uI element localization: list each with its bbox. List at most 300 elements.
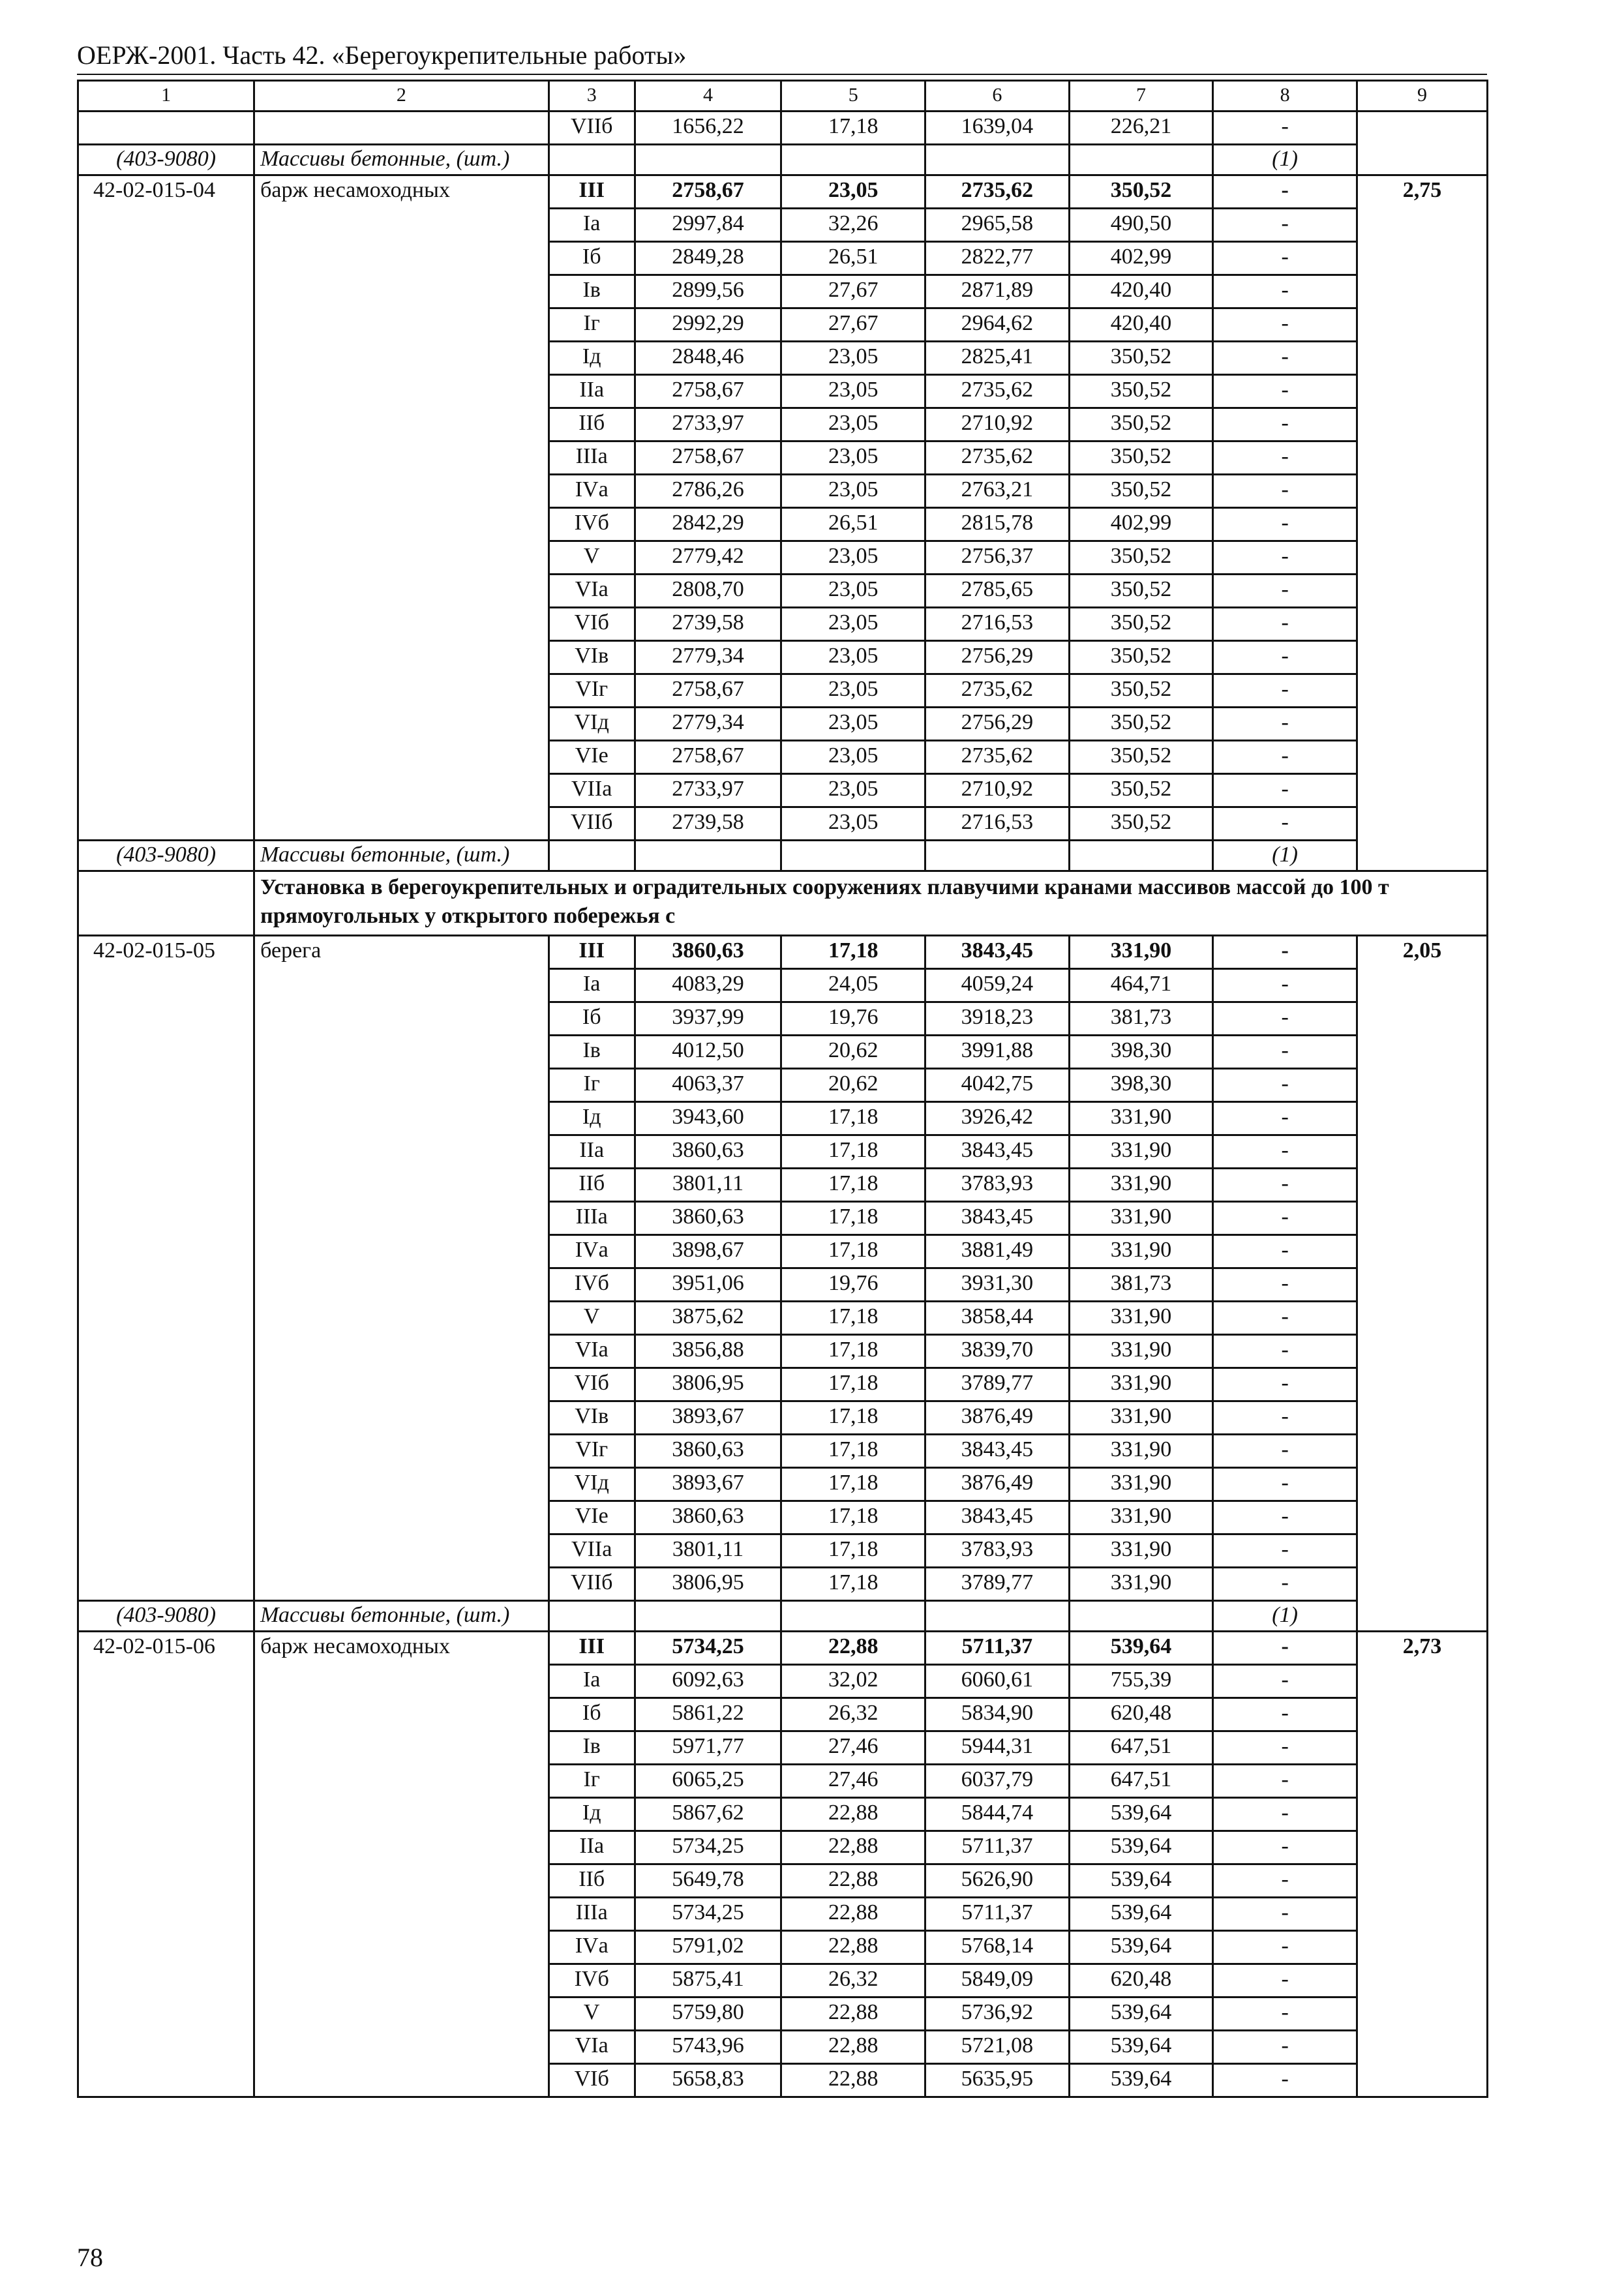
direct-costs: 2808,70 [635, 575, 781, 608]
labor-wages: 32,26 [781, 209, 925, 242]
table-row [78, 112, 1488, 145]
direct-costs: 3875,62 [635, 1302, 781, 1335]
materials: - [1213, 1831, 1357, 1864]
machine-costs: 3843,45 [925, 936, 1070, 969]
page-number: 78 [77, 2243, 103, 2272]
direct-costs: 5743,96 [635, 2031, 781, 2064]
machine-costs: 5721,08 [925, 2031, 1070, 2064]
materials: - [1213, 308, 1357, 342]
region-code: IVб [549, 508, 635, 541]
direct-costs: 5861,22 [635, 1698, 781, 1731]
labor-wages: 17,18 [781, 1435, 925, 1468]
labor-wages: 23,05 [781, 175, 925, 209]
direct-costs: 3801,11 [635, 1169, 781, 1202]
machinist-wages: 331,90 [1069, 1401, 1213, 1435]
machine-costs: 2965,58 [925, 209, 1070, 242]
direct-costs: 2997,84 [635, 209, 781, 242]
materials: - [1213, 1534, 1357, 1568]
machinist-wages: 381,73 [1069, 1002, 1213, 1036]
labor-wages: 23,05 [781, 708, 925, 741]
direct-costs: 3801,11 [635, 1534, 781, 1568]
machinist-wages: 539,64 [1069, 1632, 1213, 1665]
page-header: ОЕРЖ-2001. Часть 42. «Берегоукрепительные работы» [77, 40, 687, 70]
resource-quantity: (1) [1213, 841, 1357, 871]
machinist-wages: 331,90 [1069, 1368, 1213, 1401]
region-code: Iг [549, 308, 635, 342]
machine-costs: 3783,93 [925, 1534, 1070, 1568]
direct-costs: 3806,95 [635, 1368, 781, 1401]
region-code: IVб [549, 1964, 635, 1997]
region-code: IIIа [549, 1898, 635, 1931]
machine-costs: 2735,62 [925, 674, 1070, 708]
labor-wages: 26,51 [781, 242, 925, 275]
direct-costs: 2758,67 [635, 375, 781, 408]
labor-wages: 23,05 [781, 774, 925, 807]
labor-hours: 2,75 [1357, 175, 1487, 871]
machine-costs: 3858,44 [925, 1302, 1070, 1335]
labor-wages: 17,18 [781, 1102, 925, 1135]
labor-wages: 22,88 [781, 1632, 925, 1665]
direct-costs: 5759,80 [635, 1997, 781, 2031]
region-code: V [549, 1997, 635, 2031]
blank-code-cell [78, 112, 254, 145]
machine-costs: 2716,53 [925, 608, 1070, 641]
materials: - [1213, 1731, 1357, 1765]
resource-blank [635, 1601, 781, 1632]
region-code: IVа [549, 475, 635, 508]
resource-blank [925, 145, 1070, 175]
machinist-wages: 620,48 [1069, 1964, 1213, 1997]
region-code: VIIб [549, 112, 635, 145]
resource-footer-row [78, 145, 1488, 175]
labor-wages: 22,88 [781, 1898, 925, 1931]
direct-costs: 3856,88 [635, 1335, 781, 1368]
column-number-3: 3 [549, 81, 635, 112]
machinist-wages: 350,52 [1069, 807, 1213, 841]
labor-wages: 26,51 [781, 508, 925, 541]
labor-wages: 20,62 [781, 1036, 925, 1069]
column-numbers-row [78, 81, 1488, 112]
machine-costs: 3843,45 [925, 1135, 1070, 1169]
direct-costs: 3893,67 [635, 1468, 781, 1501]
machine-costs: 5944,31 [925, 1731, 1070, 1765]
machine-costs: 3783,93 [925, 1169, 1070, 1202]
machinist-wages: 539,64 [1069, 1931, 1213, 1964]
machinist-wages: 331,90 [1069, 1135, 1213, 1169]
region-code: VIIа [549, 774, 635, 807]
direct-costs: 4063,37 [635, 1069, 781, 1102]
region-code: IIб [549, 1169, 635, 1202]
materials: - [1213, 1798, 1357, 1831]
machinist-wages: 420,40 [1069, 308, 1213, 342]
section-heading-row [78, 871, 1488, 936]
machinist-wages: 539,64 [1069, 1997, 1213, 2031]
machine-costs: 4059,24 [925, 969, 1070, 1002]
materials: - [1213, 1898, 1357, 1931]
materials: - [1213, 1997, 1357, 2031]
rates-table [77, 80, 1488, 2098]
direct-costs: 2992,29 [635, 308, 781, 342]
machine-costs: 3931,30 [925, 1268, 1070, 1302]
region-code: IVа [549, 1235, 635, 1268]
labor-wages: 17,18 [781, 1302, 925, 1335]
direct-costs: 3860,63 [635, 1501, 781, 1534]
direct-costs: 2849,28 [635, 242, 781, 275]
direct-costs: 3860,63 [635, 1202, 781, 1235]
machine-costs: 5635,95 [925, 2064, 1070, 2097]
materials: - [1213, 1036, 1357, 1069]
labor-wages: 17,18 [781, 1335, 925, 1368]
direct-costs: 5734,25 [635, 1632, 781, 1665]
machine-costs: 5711,37 [925, 1632, 1070, 1665]
materials: - [1213, 475, 1357, 508]
materials: - [1213, 774, 1357, 807]
resource-blank [781, 841, 925, 871]
machine-costs: 3876,49 [925, 1401, 1070, 1435]
labor-wages: 23,05 [781, 375, 925, 408]
labor-wages: 23,05 [781, 608, 925, 641]
materials: - [1213, 1235, 1357, 1268]
machine-costs: 2871,89 [925, 275, 1070, 308]
column-number-7: 7 [1069, 81, 1213, 112]
resource-name: Массивы бетонные, (шт.) [254, 145, 549, 175]
resource-footer-row [78, 1601, 1488, 1632]
labor-wages: 17,18 [781, 1534, 925, 1568]
machine-costs: 2815,78 [925, 508, 1070, 541]
machine-costs: 2756,29 [925, 641, 1070, 674]
materials: - [1213, 1568, 1357, 1601]
labor-wages: 19,76 [781, 1268, 925, 1302]
labor-wages: 17,18 [781, 1202, 925, 1235]
materials: - [1213, 175, 1357, 209]
region-code: Iа [549, 209, 635, 242]
norm-name: барж несамоходных [254, 1632, 549, 2097]
machinist-wages: 350,52 [1069, 441, 1213, 475]
region-code: VIIа [549, 1534, 635, 1568]
machinist-wages: 331,90 [1069, 1169, 1213, 1202]
materials: - [1213, 209, 1357, 242]
machinist-wages: 331,90 [1069, 1235, 1213, 1268]
column-number-1: 1 [78, 81, 254, 112]
region-code: VIг [549, 1435, 635, 1468]
norm-code: 42-02-015-04 [78, 175, 254, 841]
materials: - [1213, 408, 1357, 441]
machine-costs: 2825,41 [925, 342, 1070, 375]
direct-costs: 2899,56 [635, 275, 781, 308]
machine-costs: 3991,88 [925, 1036, 1070, 1069]
machine-costs: 3789,77 [925, 1368, 1070, 1401]
resource-code: (403-9080) [78, 1601, 254, 1632]
region-code: Iа [549, 969, 635, 1002]
materials: - [1213, 936, 1357, 969]
region-code: VIд [549, 708, 635, 741]
materials: - [1213, 969, 1357, 1002]
direct-costs: 3943,60 [635, 1102, 781, 1135]
machinist-wages: 539,64 [1069, 1798, 1213, 1831]
machine-costs: 2785,65 [925, 575, 1070, 608]
materials: - [1213, 608, 1357, 641]
direct-costs: 2739,58 [635, 608, 781, 641]
materials: - [1213, 508, 1357, 541]
materials: - [1213, 1302, 1357, 1335]
machine-costs: 5626,90 [925, 1864, 1070, 1898]
machine-costs: 5844,74 [925, 1798, 1070, 1831]
labor-wages: 23,05 [781, 475, 925, 508]
machinist-wages: 350,52 [1069, 641, 1213, 674]
machinist-wages: 350,52 [1069, 741, 1213, 774]
machinist-wages: 398,30 [1069, 1036, 1213, 1069]
machine-costs: 2735,62 [925, 441, 1070, 475]
resource-blank [549, 145, 635, 175]
region-code: Iв [549, 1036, 635, 1069]
labor-wages: 27,46 [781, 1731, 925, 1765]
machinist-wages: 647,51 [1069, 1765, 1213, 1798]
labor-wages: 23,05 [781, 807, 925, 841]
labor-wages: 24,05 [781, 969, 925, 1002]
resource-blank [1069, 145, 1213, 175]
machine-costs: 5711,37 [925, 1898, 1070, 1931]
region-code: VIв [549, 1401, 635, 1435]
labor-wages: 22,88 [781, 1931, 925, 1964]
materials: - [1213, 375, 1357, 408]
resource-quantity: (1) [1213, 145, 1357, 175]
materials: - [1213, 1435, 1357, 1468]
blank-name-cell [254, 112, 549, 145]
direct-costs: 2779,34 [635, 708, 781, 741]
machine-costs: 3843,45 [925, 1202, 1070, 1235]
machine-costs: 3789,77 [925, 1568, 1070, 1601]
resource-footer-row [78, 841, 1488, 871]
column-number-5: 5 [781, 81, 925, 112]
machinist-wages: 755,39 [1069, 1665, 1213, 1698]
materials: - [1213, 1501, 1357, 1534]
rates-table-body [78, 81, 1488, 2097]
materials: - [1213, 674, 1357, 708]
direct-costs: 2779,42 [635, 541, 781, 575]
labor-wages: 17,18 [781, 1135, 925, 1169]
machinist-wages: 350,52 [1069, 674, 1213, 708]
region-code: VIа [549, 575, 635, 608]
labor-wages: 23,05 [781, 741, 925, 774]
region-code: VIд [549, 1468, 635, 1501]
labor-wages: 22,88 [781, 1798, 925, 1831]
resource-blank [549, 841, 635, 871]
norm-code: 42-02-015-06 [78, 1632, 254, 2097]
materials: - [1213, 2031, 1357, 2064]
materials: - [1213, 1698, 1357, 1731]
resource-blank [635, 841, 781, 871]
machinist-wages: 402,99 [1069, 508, 1213, 541]
norm-name: барж несамоходных [254, 175, 549, 841]
machine-costs: 1639,04 [925, 112, 1070, 145]
region-code: IIб [549, 408, 635, 441]
region-code: IVб [549, 1268, 635, 1302]
materials: - [1213, 1964, 1357, 1997]
machine-costs: 5768,14 [925, 1931, 1070, 1964]
region-code: VIа [549, 1335, 635, 1368]
machine-costs: 2763,21 [925, 475, 1070, 508]
region-code: VIIб [549, 807, 635, 841]
region-code: Iа [549, 1665, 635, 1698]
region-code: VIе [549, 741, 635, 774]
machinist-wages: 350,52 [1069, 608, 1213, 641]
materials: - [1213, 1368, 1357, 1401]
labor-wages: 17,18 [781, 1401, 925, 1435]
direct-costs: 5867,62 [635, 1798, 781, 1831]
region-code: VIе [549, 1501, 635, 1534]
labor-wages: 23,05 [781, 575, 925, 608]
materials: - [1213, 1102, 1357, 1135]
direct-costs: 3806,95 [635, 1568, 781, 1601]
labor-wages: 22,88 [781, 2031, 925, 2064]
materials: - [1213, 1931, 1357, 1964]
direct-costs: 2786,26 [635, 475, 781, 508]
direct-costs: 4012,50 [635, 1036, 781, 1069]
labor-wages: 22,88 [781, 1997, 925, 2031]
machinist-wages: 620,48 [1069, 1698, 1213, 1731]
region-code: III [549, 1632, 635, 1665]
resource-blank [549, 1601, 635, 1632]
region-code: V [549, 541, 635, 575]
region-code: III [549, 175, 635, 209]
machine-costs: 2716,53 [925, 807, 1070, 841]
direct-costs: 5658,83 [635, 2064, 781, 2097]
materials: - [1213, 1665, 1357, 1698]
labor-hours: 2,05 [1357, 936, 1487, 1632]
region-code: Iб [549, 242, 635, 275]
table-row [78, 936, 1488, 969]
labor-wages: 17,18 [781, 936, 925, 969]
machinist-wages: 350,52 [1069, 575, 1213, 608]
resource-blank [781, 1601, 925, 1632]
machinist-wages: 647,51 [1069, 1731, 1213, 1765]
labor-wages: 19,76 [781, 1002, 925, 1036]
resource-name: Массивы бетонные, (шт.) [254, 841, 549, 871]
materials: - [1213, 1765, 1357, 1798]
machinist-wages: 350,52 [1069, 175, 1213, 209]
direct-costs: 6092,63 [635, 1665, 781, 1698]
region-code: Iв [549, 1731, 635, 1765]
materials: - [1213, 2064, 1357, 2097]
machinist-wages: 539,64 [1069, 2064, 1213, 2097]
machinist-wages: 350,52 [1069, 342, 1213, 375]
machine-costs: 6037,79 [925, 1765, 1070, 1798]
machinist-wages: 350,52 [1069, 774, 1213, 807]
labor-wages: 22,88 [781, 1831, 925, 1864]
labor-wages: 26,32 [781, 1964, 925, 1997]
machinist-wages: 539,64 [1069, 1864, 1213, 1898]
machine-costs: 3843,45 [925, 1501, 1070, 1534]
direct-costs: 2758,67 [635, 741, 781, 774]
labor-wages: 17,18 [781, 1235, 925, 1268]
region-code: VIб [549, 608, 635, 641]
machinist-wages: 402,99 [1069, 242, 1213, 275]
resource-blank [635, 145, 781, 175]
labor-wages: 23,05 [781, 641, 925, 674]
labor-wages: 17,18 [781, 1501, 925, 1534]
machinist-wages: 539,64 [1069, 1898, 1213, 1931]
machine-costs: 2964,62 [925, 308, 1070, 342]
labor-hours [1357, 112, 1487, 175]
materials: - [1213, 441, 1357, 475]
region-code: IIIа [549, 1202, 635, 1235]
direct-costs: 5791,02 [635, 1931, 781, 1964]
labor-wages: 23,05 [781, 408, 925, 441]
table-row [78, 175, 1488, 209]
machinist-wages: 331,90 [1069, 1302, 1213, 1335]
machinist-wages: 539,64 [1069, 1831, 1213, 1864]
column-number-8: 8 [1213, 81, 1357, 112]
direct-costs: 2842,29 [635, 508, 781, 541]
region-code: IIа [549, 1135, 635, 1169]
machine-costs: 6060,61 [925, 1665, 1070, 1698]
machinist-wages: 331,90 [1069, 1534, 1213, 1568]
machinist-wages: 350,52 [1069, 708, 1213, 741]
region-code: VIв [549, 641, 635, 674]
region-code: Iб [549, 1698, 635, 1731]
direct-costs: 3951,06 [635, 1268, 781, 1302]
machine-costs: 5711,37 [925, 1831, 1070, 1864]
column-number-9: 9 [1357, 81, 1487, 112]
labor-wages: 17,18 [781, 112, 925, 145]
labor-wages: 17,18 [781, 1468, 925, 1501]
region-code: Iв [549, 275, 635, 308]
direct-costs: 2758,67 [635, 441, 781, 475]
resource-blank [925, 841, 1070, 871]
machine-costs: 5834,90 [925, 1698, 1070, 1731]
labor-wages: 22,88 [781, 1864, 925, 1898]
materials: - [1213, 1401, 1357, 1435]
machine-costs: 5849,09 [925, 1964, 1070, 1997]
region-code: Iд [549, 1102, 635, 1135]
column-number-4: 4 [635, 81, 781, 112]
machinist-wages: 539,64 [1069, 2031, 1213, 2064]
resource-quantity: (1) [1213, 1601, 1357, 1632]
materials: - [1213, 1468, 1357, 1501]
direct-costs: 3898,67 [635, 1235, 781, 1268]
column-number-2: 2 [254, 81, 549, 112]
direct-costs: 3937,99 [635, 1002, 781, 1036]
resource-blank [925, 1601, 1070, 1632]
region-code: Iг [549, 1069, 635, 1102]
region-code: VIб [549, 2064, 635, 2097]
direct-costs: 3893,67 [635, 1401, 781, 1435]
machine-costs: 5736,92 [925, 1997, 1070, 2031]
materials: - [1213, 342, 1357, 375]
region-code: III [549, 936, 635, 969]
section-title: Установка в берегоукрепительных и оградительных сооружениях плавучими кранами массивов массой до 100 т прямоугольных у открытого побережья с [254, 871, 1488, 936]
direct-costs: 3860,63 [635, 936, 781, 969]
machinist-wages: 350,52 [1069, 375, 1213, 408]
materials: - [1213, 708, 1357, 741]
machine-costs: 2710,92 [925, 774, 1070, 807]
materials: - [1213, 541, 1357, 575]
machine-costs: 4042,75 [925, 1069, 1070, 1102]
header-rule [77, 74, 1487, 75]
resource-blank [1069, 841, 1213, 871]
region-code: IIа [549, 1831, 635, 1864]
region-code: Iд [549, 1798, 635, 1831]
machine-costs: 2756,37 [925, 541, 1070, 575]
machine-costs: 2735,62 [925, 741, 1070, 774]
norm-code: 42-02-015-05 [78, 936, 254, 1601]
labor-wages: 27,67 [781, 308, 925, 342]
direct-costs: 5875,41 [635, 1964, 781, 1997]
direct-costs: 6065,25 [635, 1765, 781, 1798]
machine-costs: 2735,62 [925, 375, 1070, 408]
materials: - [1213, 741, 1357, 774]
table-row [78, 1632, 1488, 1665]
